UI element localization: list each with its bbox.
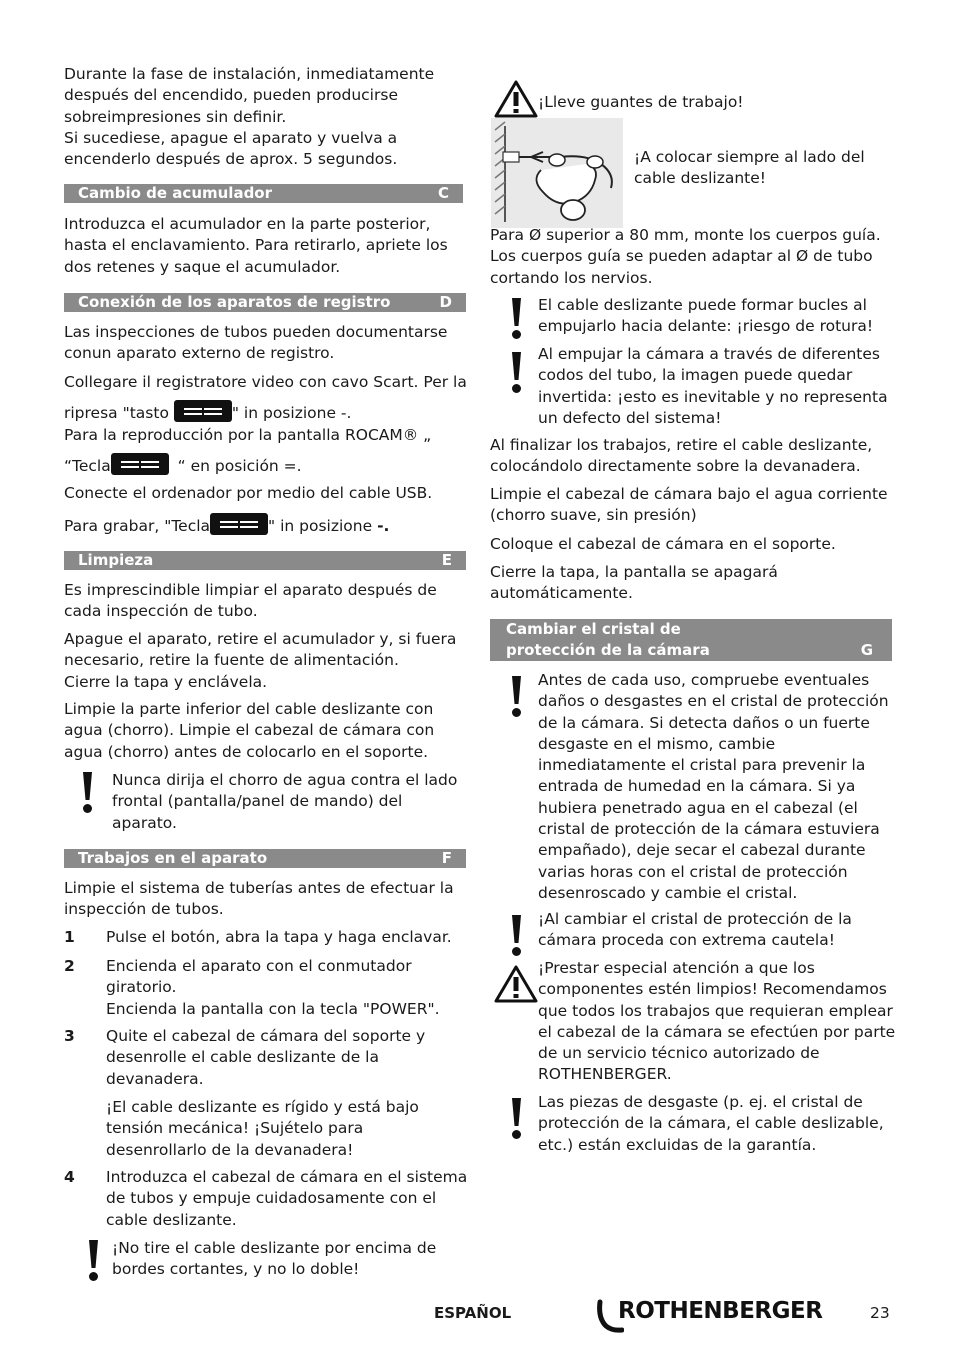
warning-triangle-icon: [494, 965, 538, 1003]
place-head-text: Coloque el cabezal de cámara en el soporte.: [490, 535, 836, 553]
clean-head-paragraph: Limpie el cabezal de cámara bajo el agua corriente (chorro suave, sin presión): [490, 485, 888, 525]
warranty-warning: Las piezas de desgaste (p. ej. el cristal de protección de la cámara, el cable deslizable, etc.) están excluidas de la garantía.: [538, 1093, 884, 1154]
step3-note: ¡El cable deslizante es rígido y está bajo tensión mecánica! ¡Sujételo para desenrollarlo de la devanadera!: [106, 1098, 419, 1159]
grabar-line: Para grabar, "Tecla " in posizione -.: [64, 513, 389, 537]
operator-illustration: [491, 118, 623, 228]
work-intro: Limpie el sistema de tuberías antes de efectuar la inspección de tubos.: [64, 879, 454, 919]
footer-language: ESPAÑOL: [434, 1304, 512, 1322]
cleaning-warning: Nunca dirija el chorro de agua contra el lado frontal (pantalla/panel de mando) del aparato.: [112, 771, 458, 832]
step-text: Quite el cabezal de cámara del soporte y desenrolle el cable deslizante de la devanadera.: [106, 1027, 426, 1088]
glass-inspection-warning: Antes de cada uso, compruebe eventuales daños o desgastes en el cristal de protección de la cámara. Si detecta daños o un fuerte desgaste en el mismo, cambie inmediatamente el cristal para prevenir la entrada de humedad en la cámara. Si ya hubiera penetrado agua en el cabezal (el cristal de protección de la cámara estuviera empañado), deje secar el cabezal durante varias horas con el cristal de protección desenroscado y cambie el cristal.: [538, 671, 889, 902]
step-number: 4: [64, 1168, 75, 1186]
usb-text: Conecte el ordenador por medio del cable USB.: [64, 484, 433, 502]
section-header-e: Limpieza E: [64, 551, 466, 570]
service-warning: ¡Prestar especial atención a que los componentes estén limpios! Recomendamos que todos los trabajos que requieran emplear el cabezal de la cámara se efectúen por parte de un servicio técnico autorizado de ROTHENBERGER.: [538, 959, 896, 1084]
section-header-c: Cambio de acumulador C: [64, 184, 463, 203]
step-number: 3: [64, 1027, 75, 1045]
step-text: Introduzca el cabezal de cámara en el sistema de tubos y empuje cuidadosamente con el cable deslizante.: [106, 1168, 468, 1229]
record-key-icon: [174, 400, 232, 422]
close-lid-paragraph: Cierre la tapa, la pantalla se apagará automáticamente.: [490, 563, 778, 603]
cable-warning: ¡No tire el cable deslizante por encima de bordes cortantes, y no lo doble!: [112, 1239, 437, 1279]
scart-text: Collegare il registratore video con cavo Scart. Per la: [64, 373, 467, 391]
rocam-text: Para la reproducción por la pantalla ROCAM® „: [64, 426, 432, 444]
battery-paragraph: Introduzca el acumulador en la parte posterior, hasta el enclavamiento. Para retirarlo, apriete los dos retenes y saque el acumulador.: [64, 215, 448, 276]
recording-paragraph: Las inspecciones de tubos pueden documentarse conun aparato externo de registro.: [64, 323, 448, 363]
ripresa-line: ripresa "tasto " in posizione -.: [64, 400, 351, 424]
guide-paragraph: Para Ø superior a 80 mm, monte los cuerpos guía. Los cuerpos guía se pueden adaptar al Ø de tubo cortando los nervios.: [490, 226, 881, 287]
intro-paragraph: Durante la fase de instalación, inmediatamente después del encendido, pueden producirse sobreimpresiones sin definir. Si sucediese, apague el aparato y vuelva a encenderlo después de aprox. 5 segundos.: [64, 65, 435, 169]
cleaning-paragraph-2: Apague el aparato, retire el acumulador y, si fuera necesario, retire la fuente de alimentación. Cierre la tapa y enclávela.: [64, 630, 457, 691]
step-number: 1: [64, 928, 75, 946]
step-text: Encienda el aparato con el conmutador giratorio. Encienda la pantalla con la tecla "POWER".: [106, 957, 440, 1018]
loop-warning: El cable deslizante puede formar bucles al empujarlo hacia delante: ¡riesgo de rotura!: [538, 296, 874, 336]
glass-caution-warning: ¡Al cambiar el cristal de protección de la cámara proceda con extrema cautela!: [538, 910, 852, 950]
playback-key-icon: [111, 453, 169, 475]
section-header-f: Trabajos en el aparato F: [64, 849, 466, 868]
page-number: 23: [870, 1304, 890, 1322]
inverted-image-warning: Al empujar la cámara a través de diferentes codos del tubo, la imagen puede quedar invertida: ¡esto es inevitable y no representa un defecto del sistema!: [538, 345, 888, 427]
finish-paragraph: Al finalizar los trabajos, retire el cable deslizante, colocándolo directamente sobre la devanadera.: [490, 436, 873, 476]
warning-triangle-icon: [494, 80, 538, 118]
grabar-key-icon: [210, 513, 268, 535]
step-text: Pulse el botón, abra la tapa y haga enclavar.: [106, 928, 452, 946]
side-note: ¡A colocar siempre al lado del cable deslizante!: [634, 148, 865, 188]
brand-logo: ROTHENBERGER: [596, 1294, 841, 1334]
step-number: 2: [64, 957, 75, 975]
tecla-line: “Tecla “ en posición =.: [64, 453, 302, 477]
cleaning-paragraph-1: Es imprescindible limpiar el aparato después de cada inspección de tubo.: [64, 581, 437, 621]
section-header-g: Cambiar el cristal de protección de la cámara G: [490, 619, 892, 661]
cleaning-paragraph-3: Limpie la parte inferior del cable deslizante con agua (chorro). Limpie el cabezal de cámara con agua (chorro) antes de colocarlo en el soporte.: [64, 700, 435, 761]
section-header-d: Conexión de los aparatos de registro D: [64, 293, 466, 312]
gloves-text: ¡Lleve guantes de trabajo!: [538, 93, 744, 111]
